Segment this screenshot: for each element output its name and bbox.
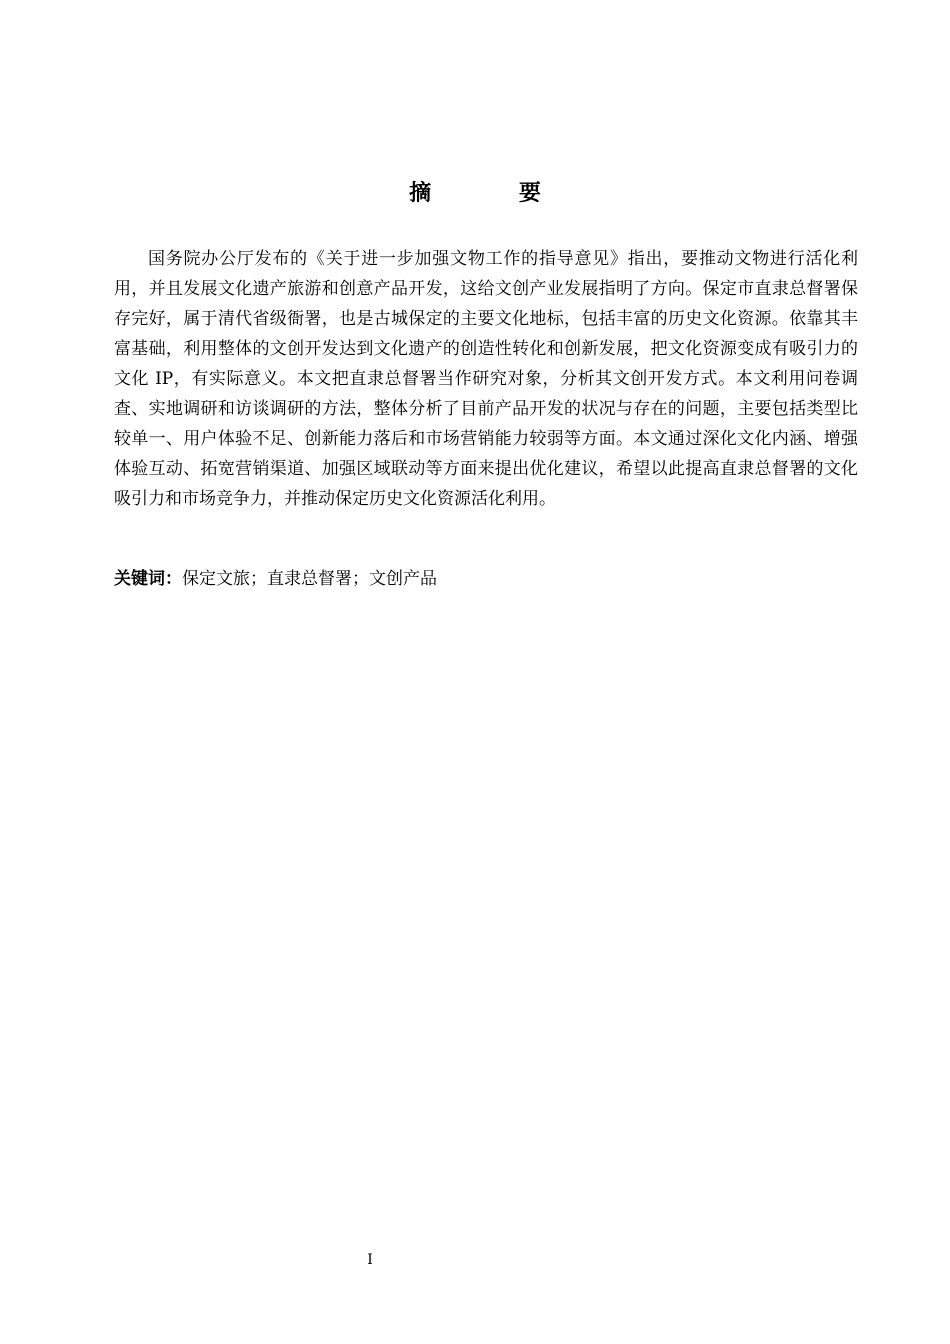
abstract-title: 摘 要 — [409, 181, 581, 206]
page-number: I — [367, 1252, 373, 1268]
abstract-body: 国务院办公厅发布的《关于进一步加强文物工作的指导意见》指出，要推动文物进行活化利用，并且发展文化遗产旅游和创意产品开发，这给文创产业发展指明了方向。保定市直隶总督署保存完好，属于清代省级衙署，也是古城保定的主要文化地标，包括丰富的历史文化资源。依靠其丰富基础，利用整体的文创开发达到文化遗产的创造性转化和创新发展，把文化资源变成有吸引力的文化 IP，有实际意义。本文把直隶总督署当作研究对象，分析其文创开发方式。本文利用问卷调查、实地调研和访谈调研的方法，整体分析了目前产品开发的状况与存在的问题，主要包括类型比较单一、用户体验不足、创新能力落后和市场营销能力较弱等方面。本文通过深化文化内涵、增强体验互动、拓宽营销渠道、加强区域联动等方面来提出优化建议，希望以此提高直隶总督署的文化吸引力和市场竞争力，并推动保定历史文化资源活化利用。 — [114, 249, 858, 509]
keywords-line — [114, 564, 858, 594]
keywords-label: 关键词： — [114, 569, 182, 589]
keywords-text: 保定文旅；直隶总督署；文创产品 — [182, 569, 437, 589]
